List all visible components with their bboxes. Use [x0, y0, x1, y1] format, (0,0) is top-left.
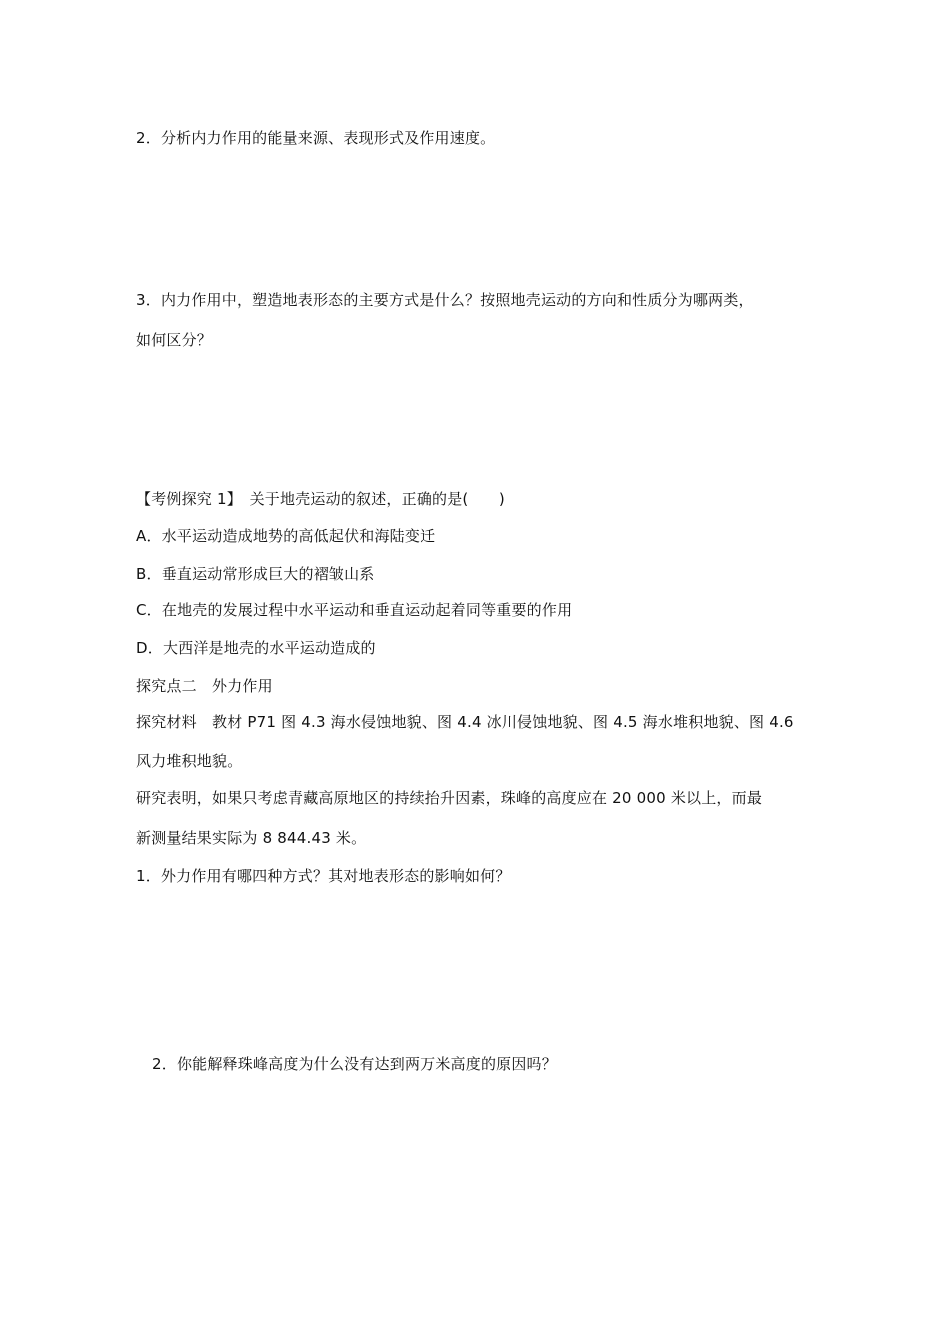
option-b: B．垂直运动常形成巨大的褶皱山系	[136, 565, 375, 583]
question-1-external-force: 1．外力作用有哪四种方式？其对地表形态的影响如何？	[136, 867, 511, 885]
question-2-inner-force: 2．分析内力作用的能量来源、表现形式及作用速度。	[136, 129, 496, 147]
question-3-line-2: 如何区分？	[136, 331, 213, 349]
option-d: D．大西洋是地壳的水平运动造成的	[136, 639, 376, 657]
material-line-1: 探究材料 教材 P71 图 4.3 海水侵蚀地貌、图 4.4 冰川侵蚀地貌、图 4.5 海水堆积地貌、图 4.6	[136, 713, 794, 731]
research-line-2: 新测量结果实际为 8 844.43 米。	[136, 829, 367, 847]
material-line-2: 风力堆积地貌。	[136, 752, 243, 770]
section-title-external-force: 探究点二 外力作用	[136, 677, 273, 695]
option-a: A．水平运动造成地势的高低起伏和海陆变迁	[136, 527, 436, 545]
example-question-title: 【考例探究 1】 关于地壳运动的叙述，正确的是( )	[136, 490, 505, 508]
option-c: C．在地壳的发展过程中水平运动和垂直运动起着同等重要的作用	[136, 601, 573, 619]
research-line-1: 研究表明，如果只考虑青藏高原地区的持续抬升因素，珠峰的高度应在 20 000 米以上，而最	[136, 789, 763, 807]
question-2-everest-height: 2．你能解释珠峰高度为什么没有达到两万米高度的原因吗？	[152, 1055, 557, 1073]
question-3-line-1: 3．内力作用中，塑造地表形态的主要方式是什么？按照地壳运动的方向和性质分为哪两类，	[136, 291, 754, 309]
